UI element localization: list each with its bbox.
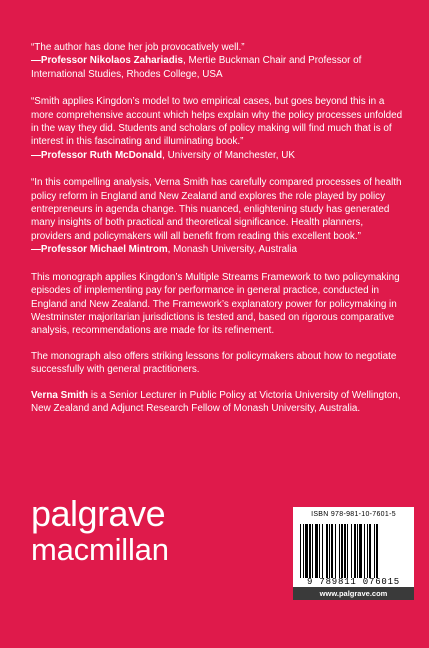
publisher-logo	[31, 493, 169, 567]
endorser-affiliation: , University of Manchester, UK	[162, 149, 295, 161]
author-name: Verna Smith	[31, 389, 89, 401]
barcode-bar	[376, 524, 378, 578]
barcode-bar	[312, 524, 313, 578]
barcode-bar	[339, 524, 340, 578]
publisher-url: www.palgrave.com	[293, 587, 414, 600]
barcode-bar	[344, 524, 346, 578]
endorser-affiliation: , Monash University, Australia	[167, 244, 297, 256]
barcode-bar	[305, 524, 308, 578]
endorsement-quote: “Smith applies Kingdon’s model to two empirical cases, but goes beyond this in a more comprehensive account which helps explain why the policy processes unfolded in the way they did. Students and scholars of policy making will find much that is of interest in this fascinating and illuminating book.”	[31, 96, 403, 148]
barcode-bar	[357, 524, 358, 578]
barcode-bar	[322, 524, 323, 578]
barcode-bar	[329, 524, 330, 578]
endorsement-quote: “The author has done her job provocatively well.”	[31, 42, 245, 53]
barcode-bar	[354, 524, 356, 578]
barcode-bar	[335, 524, 336, 578]
back-cover-text	[31, 41, 405, 427]
endorser-name: —Professor Michael Mintrom	[31, 244, 168, 256]
barcode-bar	[331, 524, 333, 578]
barcode-bar	[367, 524, 368, 578]
endorsement-quote: “In this compelling analysis, Verna Smith has carefully compared processes of health policy reform in England and New Zealand and explores the role played by policy entrepreneurs in agenda change. This nuanced, enlightening study has generated many insights of both practical and theoretical significance. Health planners, providers and policymakers will all benefit from reading this excellent book.”	[31, 177, 402, 242]
barcode-bar	[319, 524, 320, 578]
endorsement-1	[31, 41, 405, 81]
publisher-logo-line2: macmillan	[31, 532, 169, 567]
description-paragraph: The monograph also offers striking lessons for policymakers about how to negotiate successfully with general practitioners.	[31, 350, 397, 376]
barcode-bar	[326, 524, 328, 578]
barcode-bar	[369, 524, 371, 578]
barcode-bar	[364, 524, 365, 578]
author-bio	[31, 389, 405, 416]
endorsement-3	[31, 176, 405, 256]
endorsement-attribution	[31, 244, 297, 255]
publisher-logo-line1: palgrave	[31, 493, 166, 534]
barcode-bar	[341, 524, 343, 578]
endorser-name: —Professor Nikolaos Zahariadis	[31, 55, 184, 67]
isbn-barcode	[293, 507, 414, 600]
barcode-bar	[303, 524, 304, 578]
barcode-bar	[347, 524, 348, 578]
endorser-affiliation: , Mertie Buckman Chair and Professor of International Studies, Rhodes College, USA	[31, 55, 362, 80]
barcode-bar	[300, 524, 301, 578]
barcode-bar	[359, 524, 362, 578]
author-bio-text: is a Senior Lecturer in Public Policy at Victoria University of Wellington, New Zealand and Adjunct Research Fellow of Monash University, Australia.	[31, 389, 401, 414]
endorsement-attribution	[31, 55, 361, 79]
endorser-name: —Professor Ruth McDonald	[31, 149, 163, 161]
barcode-bar	[309, 524, 311, 578]
description-paragraph: This monograph applies Kingdon’s Multiple Streams Framework to two policymaking episodes of implementing pay for performance in general practice, conducted in England and New Zealand. The Framework’s explanatory power for policymaking in Westminster majoritarian jurisdictions is tested and, based on rigorous comparative analysis, recommendations are made for its refinement.	[31, 271, 400, 337]
barcode-bar	[374, 524, 375, 578]
endorsement-attribution	[31, 150, 295, 161]
endorsement-2	[31, 95, 405, 162]
barcode-digits: 9 789811 076015	[306, 577, 400, 587]
barcode-bar	[315, 524, 318, 578]
barcode-bar	[351, 524, 352, 578]
barcode-bars	[298, 524, 409, 578]
isbn-label: ISBN 978-981-10-7601-5	[311, 511, 396, 518]
